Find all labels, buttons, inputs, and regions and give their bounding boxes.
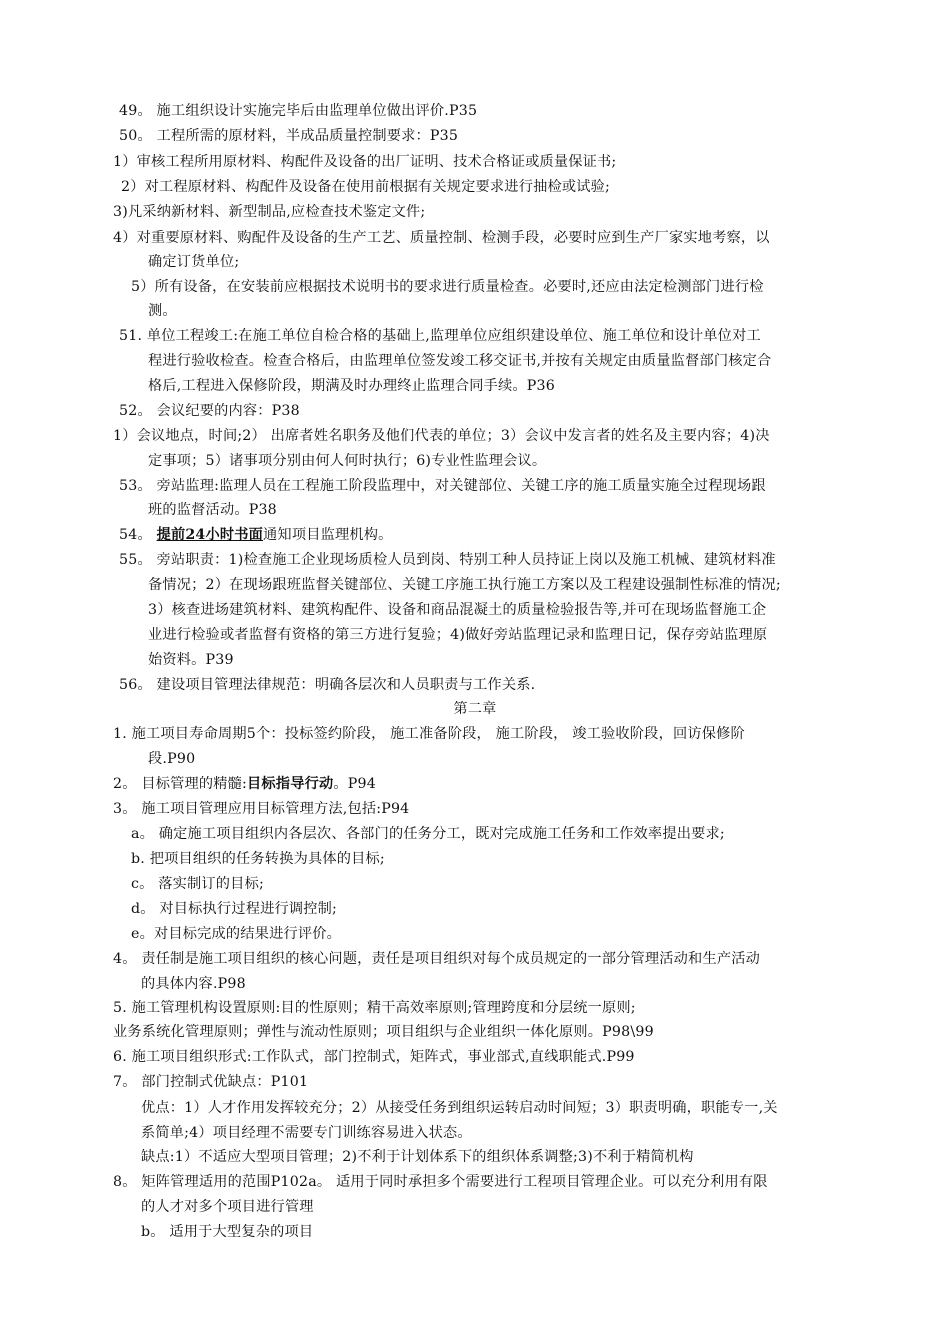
- text-line: 55。 旁站职责：1)检查施工企业现场质检人员到岗、特别工种人员持证上岗以及施工机械、建筑材料准: [119, 552, 776, 568]
- text-line: 8。 矩阵管理适用的范围P102a。 适用于同时承担多个需要进行工程项目管理企业。可以充分利用有限: [113, 1174, 768, 1190]
- text-line: 1）会议地点，时间;2） 出席者姓名职务及他们代表的单位；3）会议中发言者的姓名及主要内容；4)决: [113, 428, 770, 444]
- text-line: 系简单;4）项目经理不需要专门训练容易进入状态。: [141, 1125, 472, 1141]
- text-line: 业务系统化管理原则；弹性与流动性原则；项目组织与企业组织一体化原则。P98\99: [113, 1024, 654, 1040]
- item-2-emphasis: 目标指导行动: [247, 776, 334, 792]
- text-line: a。 确定施工项目组织内各层次、各部门的任务分工，既对完成施工任务和工作效率提出要求;: [131, 826, 725, 842]
- text-line: 49。 施工组织设计实施完毕后由监理单位做出评价.P35: [119, 103, 478, 119]
- text-line: 5. 施工管理机构设置原则:目的性原则；精干高效率原则;管理跨度和分层统一原则;: [113, 1000, 636, 1016]
- text-line: 测。: [148, 303, 177, 319]
- text-line: b. 把项目组织的任务转换为具体的目标;: [131, 851, 385, 867]
- text-line: 优点：1）人才作用发挥较充分；2）从接受任务到组织运转启动时间短；3）职责明确，职能专一,关: [141, 1100, 778, 1116]
- text-line: 程进行验收检查。检查合格后，由监理单位签发竣工移交证书,并按有关规定由质量监督部门核定合: [148, 353, 772, 369]
- text-line: 的人才对多个项目进行管理: [141, 1199, 314, 1215]
- text-line: 7。 部门控制式优缺点：P101: [113, 1074, 309, 1090]
- text-line: 2）对工程原材料、构配件及设备在使用前根据有关规定要求进行抽检或试验;: [121, 179, 610, 195]
- item-2-suffix: 。P94: [333, 776, 376, 792]
- item-54-prefix: 54。: [119, 527, 157, 543]
- text-line: c。 落实制订的目标;: [131, 876, 264, 892]
- text-line-item-2: [113, 774, 376, 794]
- text-line-item-54: [119, 525, 393, 545]
- text-line: 3)凡采纳新材料、新型制品,应检查技术鉴定文件;: [113, 204, 426, 220]
- text-line: 56。 建设项目管理法律规范：明确各层次和人员职责与工作关系.: [119, 677, 536, 693]
- text-line: 5）所有设备，在安装前应根据技术说明书的要求进行质量检查。必要时,还应由法定检测部门进行检: [131, 279, 764, 295]
- item-54-suffix: 通知项目监理机构。: [263, 527, 393, 543]
- text-line: 51. 单位工程竣工:在施工单位自检合格的基础上,监理单位应组织建设单位、施工单位和设计单位对工: [119, 328, 761, 344]
- item-54-emphasis: 提前24小时书面: [156, 527, 264, 543]
- text-line: 1）审核工程所用原材料、构配件及设备的出厂证明、技术合格证或质量保证书;: [113, 154, 617, 170]
- text-line: 确定订货单位;: [148, 254, 240, 270]
- text-line: 缺点:1）不适应大型项目管理；2)不利于计划体系下的组织体系调整;3)不利于精简机构: [141, 1149, 694, 1165]
- text-line: e。对目标完成的结果进行评价。: [131, 926, 342, 942]
- item-2-prefix: 2。 目标管理的精髓:: [113, 776, 248, 792]
- text-line: 格后,工程进入保修阶段，期满及时办理终止监理合同手续。P36: [148, 378, 555, 394]
- text-line: 3。 施工项目管理应用目标管理方法,包括:P94: [113, 801, 410, 817]
- text-line: 52。 会议纪要的内容：P38: [119, 403, 300, 419]
- text-line: 段.P90: [148, 751, 196, 767]
- text-line: 1. 施工项目寿命周期5个：投标签约阶段， 施工准备阶段， 施工阶段， 竣工验收阶段，回访保修阶: [113, 726, 745, 742]
- text-line: 始资料。P39: [148, 652, 234, 668]
- text-line: 业进行检验或者监督有资格的第三方进行复验；4)做好旁站监理记录和监理日记，保存旁站监理原: [148, 627, 768, 643]
- text-line: d。 对目标执行过程进行调控制;: [131, 901, 338, 917]
- text-line: 的具体内容.P98: [141, 976, 246, 992]
- text-line: 4。 责任制是施工项目组织的核心问题，责任是项目组织对每个成员规定的一部分管理活动和生产活动: [113, 951, 760, 967]
- text-line: 6. 施工项目组织形式:工作队式，部门控制式，矩阵式，事业部式,直线职能式.P99: [113, 1049, 635, 1065]
- text-line: 53。 旁站监理:监理人员在工程施工阶段监理中，对关键部位、关键工序的施工质量实施全过程现场跟: [119, 478, 766, 494]
- text-line: 备情况；2）在现场跟班监督关键部位、关键工序施工执行施工方案以及工程建设强制性标准的情况;: [148, 577, 781, 593]
- text-line: 4）对重要原材料、购配件及设备的生产工艺、质量控制、检测手段，必要时应到生产厂家实地考察，以: [113, 230, 770, 246]
- text-line: b。 适用于大型复杂的项目: [141, 1224, 314, 1240]
- text-line: 定事项；5）诸事项分别由何人何时执行；6)专业性监理会议。: [148, 453, 547, 469]
- text-line: 3）核查进场建筑材料、建筑构配件、设备和商品混凝土的质量检验报告等,并可在现场监督施工企: [148, 602, 767, 618]
- chapter-heading: 第二章: [453, 701, 497, 717]
- text-line: 班的监督活动。P38: [148, 502, 277, 518]
- text-line: 50。 工程所需的原材料，半成品质量控制要求：P35: [119, 128, 459, 144]
